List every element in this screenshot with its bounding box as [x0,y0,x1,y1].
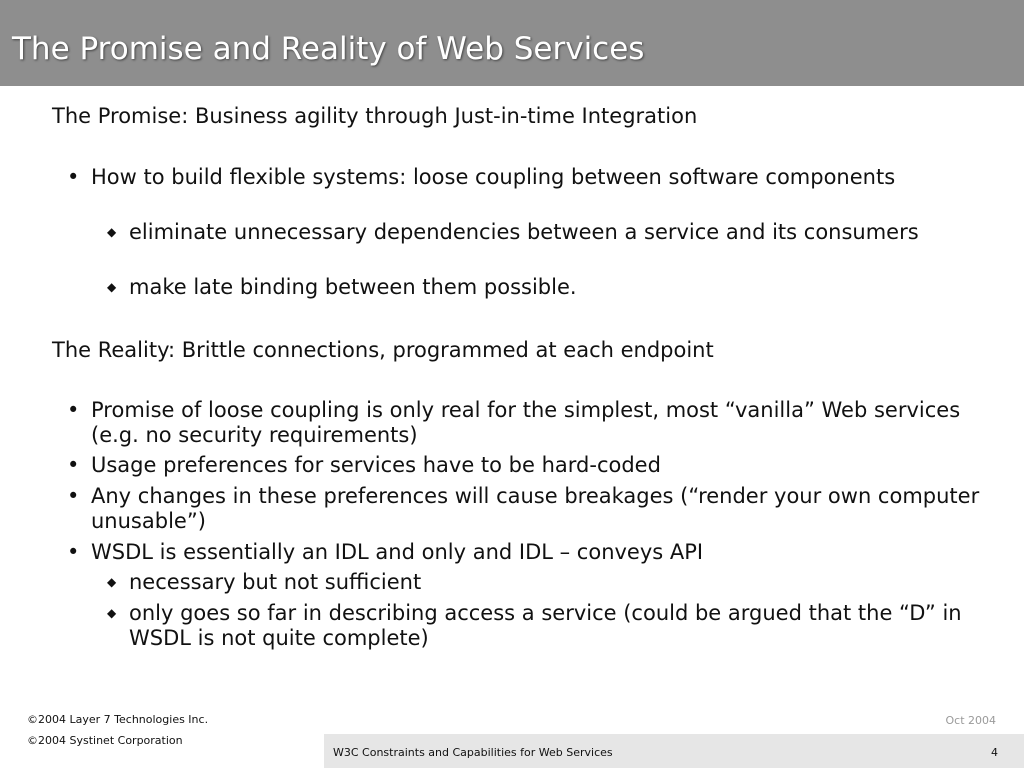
sub-bullet-marker: ◆ [107,225,117,239]
bullet-item [67,453,1001,478]
sub-bullet-item [107,275,999,300]
bullet-text: WSDL is essentially an IDL and only and IDL – conveys API [91,540,704,564]
footer-bar [324,734,1024,768]
copyright-systinet: ©2004 Systinet Corporation [27,734,183,747]
bullet-marker: • [67,453,80,477]
sub-bullet-item [107,220,999,245]
bullet-marker: • [67,165,80,189]
sub-bullet-text: make late binding between them possible. [129,275,577,299]
reality-heading: The Reality: Brittle connections, programmed at each endpoint [52,338,714,362]
footer-date: Oct 2004 [945,714,996,727]
sub-bullet-text: necessary but not sufficient [129,570,422,594]
bullet-text: Any changes in these preferences will cause breakages (“render your own computer unusable”) [91,484,980,533]
bullet-item [67,540,1001,565]
bullet-marker: • [67,484,80,508]
sub-bullet-item [107,570,999,595]
slide-title: The Promise and Reality of Web Services [12,31,645,67]
bullet-text: How to build flexible systems: loose coupling between software components [91,165,896,189]
bullet-item [67,165,1001,190]
sub-bullet-marker: ◆ [107,575,117,589]
title-bar [0,0,1024,86]
copyright-layer7: ©2004 Layer 7 Technologies Inc. [27,713,209,726]
sub-bullet-marker: ◆ [107,280,117,294]
sub-bullet-marker: ◆ [107,606,117,620]
presentation-title: W3C Constraints and Capabilities for Web Services [333,746,613,759]
bullet-marker: • [67,540,80,564]
bullet-marker: • [67,398,80,422]
page-number: 4 [991,746,998,759]
bullet-text: Promise of loose coupling is only real for the simplest, most “vanilla” Web services (e.g. no security requirements) [91,398,961,447]
sub-bullet-text: only goes so far in describing access a service (could be argued that the “D” in WSDL is not quite complete) [129,601,962,650]
sub-bullet-text: eliminate unnecessary dependencies between a service and its consumers [129,220,919,244]
bullet-item [67,484,1001,534]
bullet-item [67,398,1001,448]
sub-bullet-item [107,601,999,651]
promise-heading: The Promise: Business agility through Just-in-time Integration [52,104,698,128]
bullet-text: Usage preferences for services have to be hard-coded [91,453,661,477]
